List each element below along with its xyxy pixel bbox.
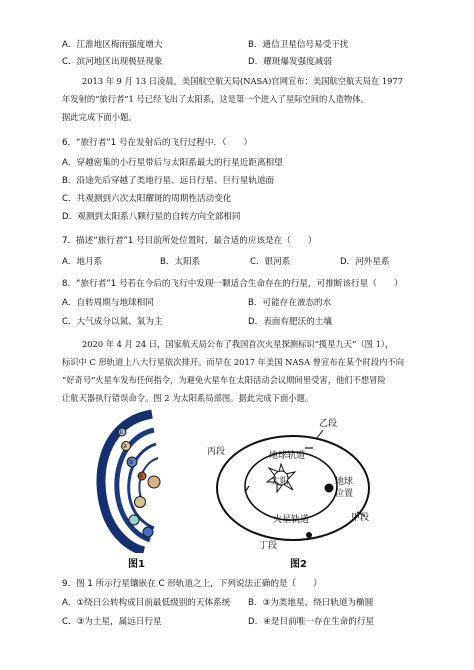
earth-dot [325, 484, 334, 493]
svg-text:③: ③ [128, 459, 134, 466]
q9-option-d: D．④是目前唯一存在生命的行星 [248, 617, 375, 627]
svg-text:④: ④ [138, 473, 144, 480]
figure1-caption: 图1 [128, 559, 145, 570]
passage2-line3: “好奇号”火星车发布任何指令，为避免火星车在太阳活动会议期间里受害，他们不想冒险 [62, 375, 386, 385]
passage1-line1: 2013 年 9 月 13 日凌晨，美国航空航天局(NASA)官网宣布：美国航空航天局在 1977 [82, 76, 404, 86]
earth-position-label-1: 地球 [335, 477, 354, 487]
earth-orbit-label: 地球轨道 [269, 451, 306, 461]
q8-option-b: B．可能存在液态的水 [248, 298, 332, 308]
seg-yi-pointer [317, 430, 323, 438]
q8-stem: 8．“旅行者”1 号若在今后的飞行中发现一颗适合生命存在的行星，可推断该行星（ ） [62, 279, 403, 289]
q8-option-a: A．自转周期与地球相同 [62, 298, 154, 308]
q7-option-a: A．地月系 [62, 257, 103, 267]
segment-yi-label: 乙段 [319, 419, 338, 429]
segment-bing-label: 丙段 [207, 447, 226, 457]
q7-stem: 7．描述“旅行者”1 号目前所处位置时，最合适的应该是在（ ） [62, 236, 317, 246]
planet-7 [129, 515, 139, 525]
q9-option-b: B．③为类地星，绕日轨道为椭圆 [248, 598, 374, 608]
mars-orbit-label: 火星轨道 [273, 515, 310, 525]
q8-option-d: D．表面有肥沃的土壤 [248, 317, 332, 327]
passage1-line2: 年发射的“旅行者”1 号已经飞出了太阳系，这是第一个进入了星际空间的人造物体。 [62, 94, 369, 104]
planet-5 [148, 476, 160, 488]
passage2-line1: 2020 年 4 月 24 日，国家航天局公布了我国首次火星探测标识“揽星九天”（图 1）， [82, 339, 394, 349]
passage2-line2: 标识中 C 形轨道上八大行星依次排开。而早在 2017 年美国 NASA 曾宣布在某个时段内不向 [62, 357, 405, 367]
mars-dot [306, 532, 312, 538]
figure1-logo [92, 408, 202, 553]
q6-option-a: A．穿越密集的小行星带后与太阳系最大的行星近距离相望 [62, 158, 283, 168]
option-b: B．通信卫星信号易受干扰 [248, 40, 349, 50]
sun-label: 太阳 [271, 477, 290, 487]
q7-option-c: C．银河系 [250, 257, 291, 267]
earth-position-label-2: 位置 [335, 489, 354, 499]
svg-text:②: ② [122, 443, 128, 450]
passage1-line3: 据此完成下面小题。 [62, 112, 137, 122]
q6-stem: 6．“旅行者”1 号在发射后的飞行过程中．（ ） [62, 138, 253, 148]
figure2-caption: 图2 [290, 559, 307, 570]
segment-ding-label: 丁段 [259, 541, 278, 551]
q8-option-c: C．大气成分以氮、氧为主 [62, 317, 163, 327]
q9-option-a: A．①绕日公转构成目前最低级别的天体系统 [62, 598, 231, 608]
q6-option-d: D．观测到太阳系八颗行星的自转方向全部相同 [62, 212, 241, 222]
q6-option-b: B．沿途先后穿越了类地行星、远日行星、巨行星轨道面 [62, 176, 275, 186]
option-d: D．耀斑爆发强度减弱 [248, 57, 332, 67]
q7-option-d: D．河外星系 [340, 257, 390, 267]
q6-option-c: C．共观测到六次太阳耀斑的周期性活动变化 [62, 194, 232, 204]
svg-text:①: ① [118, 429, 124, 436]
segment-jia-label: 甲段 [351, 513, 370, 523]
figure2-diagram [205, 412, 375, 562]
q7-option-b: B．太阳系 [160, 257, 201, 267]
option-c: C．滨河地区出现极昼现象 [62, 57, 163, 67]
q9-stem: 9．图 1 所示行星镶嵌在 C 形轨道之上，下列说法正确的是（ ） [62, 579, 322, 589]
option-a: A．江淮地区梅雨强度增大 [62, 40, 163, 50]
q9-option-c: C．③为土星，属远日行星 [62, 617, 162, 627]
planet-6 [135, 497, 146, 508]
planet-8 [143, 527, 153, 537]
passage2-line4: 让航天器执行错误命令。图 2 为太阳系局部图。据此完成下面小题。 [62, 393, 314, 403]
